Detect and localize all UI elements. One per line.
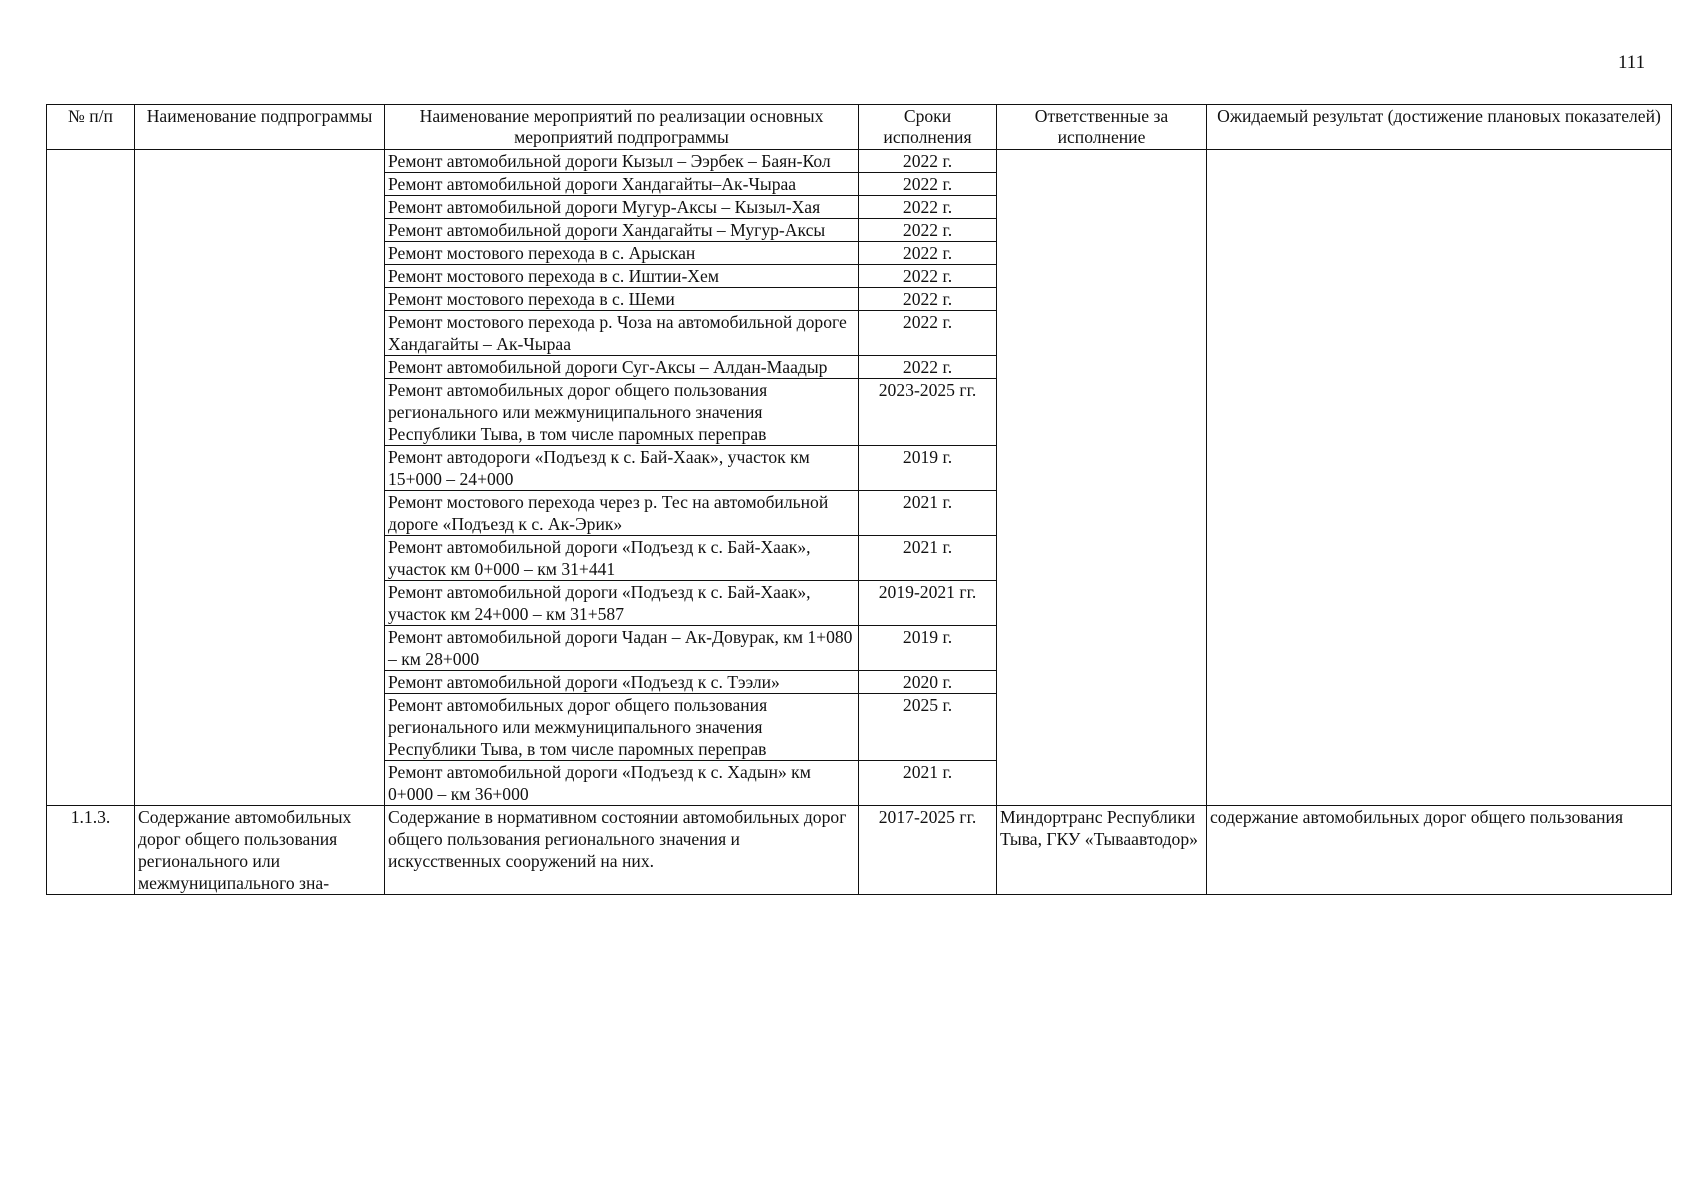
header-terms: Сроки исполнения bbox=[859, 105, 997, 150]
event-term: 2022 г. bbox=[859, 311, 997, 356]
event-name: Ремонт автомобильной дороги Хандагайты – Мугур-Аксы bbox=[385, 219, 859, 242]
event-term: 2022 г. bbox=[859, 242, 997, 265]
event-name: Ремонт автодороги «Подъезд к с. Бай-Хаак», участок км 15+000 – 24+000 bbox=[385, 446, 859, 491]
event-term: 2021 г. bbox=[859, 536, 997, 581]
event-term: 2022 г. bbox=[859, 288, 997, 311]
event-term: 2019 г. bbox=[859, 626, 997, 671]
event-name: Ремонт мостового перехода в с. Иштии-Хем bbox=[385, 265, 859, 288]
measures-table bbox=[46, 104, 1672, 895]
responsible-name: Миндортранс Республики Тыва, ГКУ «Тываавтодор» bbox=[997, 806, 1207, 895]
header-num: № п/п bbox=[47, 105, 135, 150]
event-term: 2021 г. bbox=[859, 761, 997, 806]
row-number: 1.1.3. bbox=[47, 806, 135, 895]
event-name: Ремонт автомобильной дороги Чадан – Ак-Довурак, км 1+080 – км 28+000 bbox=[385, 626, 859, 671]
header-subprogram: Наименование подпрограммы bbox=[135, 105, 385, 150]
expected-result: содержание автомобильных дорог общего пользования bbox=[1207, 806, 1672, 895]
event-term: 2022 г. bbox=[859, 265, 997, 288]
event-term: 2021 г. bbox=[859, 491, 997, 536]
table-header-row bbox=[47, 105, 1672, 150]
event-name: Ремонт автомобильной дороги Суг-Аксы – Алдан-Маадыр bbox=[385, 356, 859, 379]
event-name: Ремонт мостового перехода р. Чоза на автомобильной дороге Хандагайты – Ак-Чыраа bbox=[385, 311, 859, 356]
measure-name: Содержание в нормативном состоянии автомобильных дорог общего пользования регионального значения и искусственных сооружений на них. bbox=[385, 806, 859, 895]
event-term: 2019-2021 гг. bbox=[859, 581, 997, 626]
event-name: Ремонт автомобильной дороги «Подъезд к с. Тээли» bbox=[385, 671, 859, 694]
event-name: Ремонт мостового перехода в с. Арыскан bbox=[385, 242, 859, 265]
page-number: 111 bbox=[1618, 52, 1646, 73]
event-name: Ремонт автомобильной дороги «Подъезд к с. Бай-Хаак», участок км 24+000 – км 31+587 bbox=[385, 581, 859, 626]
event-term: 2020 г. bbox=[859, 671, 997, 694]
subprogram-name: Содержание автомобильных дорог общего пользования регионального или межмуниципального зна- bbox=[135, 806, 385, 895]
event-name: Ремонт автомобильной дороги «Подъезд к с. Бай-Хаак», участок км 0+000 – км 31+441 bbox=[385, 536, 859, 581]
event-name: Ремонт автомобильной дороги Мугур-Аксы – Кызыл-Хая bbox=[385, 196, 859, 219]
table-row bbox=[47, 150, 1672, 173]
event-term: 2022 г. bbox=[859, 219, 997, 242]
measure-term: 2017-2025 гг. bbox=[859, 806, 997, 895]
result-cell-blank bbox=[1207, 150, 1672, 806]
header-result: Ожидаемый результат (достижение плановых показателей) bbox=[1207, 105, 1672, 150]
event-term: 2022 г. bbox=[859, 173, 997, 196]
event-term: 2025 г. bbox=[859, 694, 997, 761]
event-term: 2022 г. bbox=[859, 356, 997, 379]
events-body bbox=[47, 150, 1672, 895]
event-term: 2019 г. bbox=[859, 446, 997, 491]
num-cell-blank bbox=[47, 150, 135, 806]
event-name: Ремонт мостового перехода в с. Шеми bbox=[385, 288, 859, 311]
subprogram-cell-blank bbox=[135, 150, 385, 806]
event-name: Ремонт автомобильных дорог общего пользования регионального или межмуниципального значения Республики Тыва, в том числе паромных переправ bbox=[385, 694, 859, 761]
event-name: Ремонт автомобильной дороги «Подъезд к с. Хадын» км 0+000 – км 36+000 bbox=[385, 761, 859, 806]
header-responsible: Ответственные за исполнение bbox=[997, 105, 1207, 150]
table-row-1-1-3 bbox=[47, 806, 1672, 895]
event-name: Ремонт автомобильных дорог общего пользования регионального или межмуниципального значения Республики Тыва, в том числе паромных переправ bbox=[385, 379, 859, 446]
header-measures: Наименование мероприятий по реализации основных мероприятий подпрограммы bbox=[385, 105, 859, 150]
event-name: Ремонт автомобильной дороги Хандагайты–Ак-Чыраа bbox=[385, 173, 859, 196]
event-name: Ремонт мостового перехода через р. Тес на автомобильной дороге «Подъезд к с. Ак-Эрик» bbox=[385, 491, 859, 536]
event-term: 2022 г. bbox=[859, 196, 997, 219]
responsible-cell-blank bbox=[997, 150, 1207, 806]
event-name: Ремонт автомобильной дороги Кызыл – Ээрбек – Баян-Кол bbox=[385, 150, 859, 173]
event-term: 2023-2025 гг. bbox=[859, 379, 997, 446]
event-term: 2022 г. bbox=[859, 150, 997, 173]
